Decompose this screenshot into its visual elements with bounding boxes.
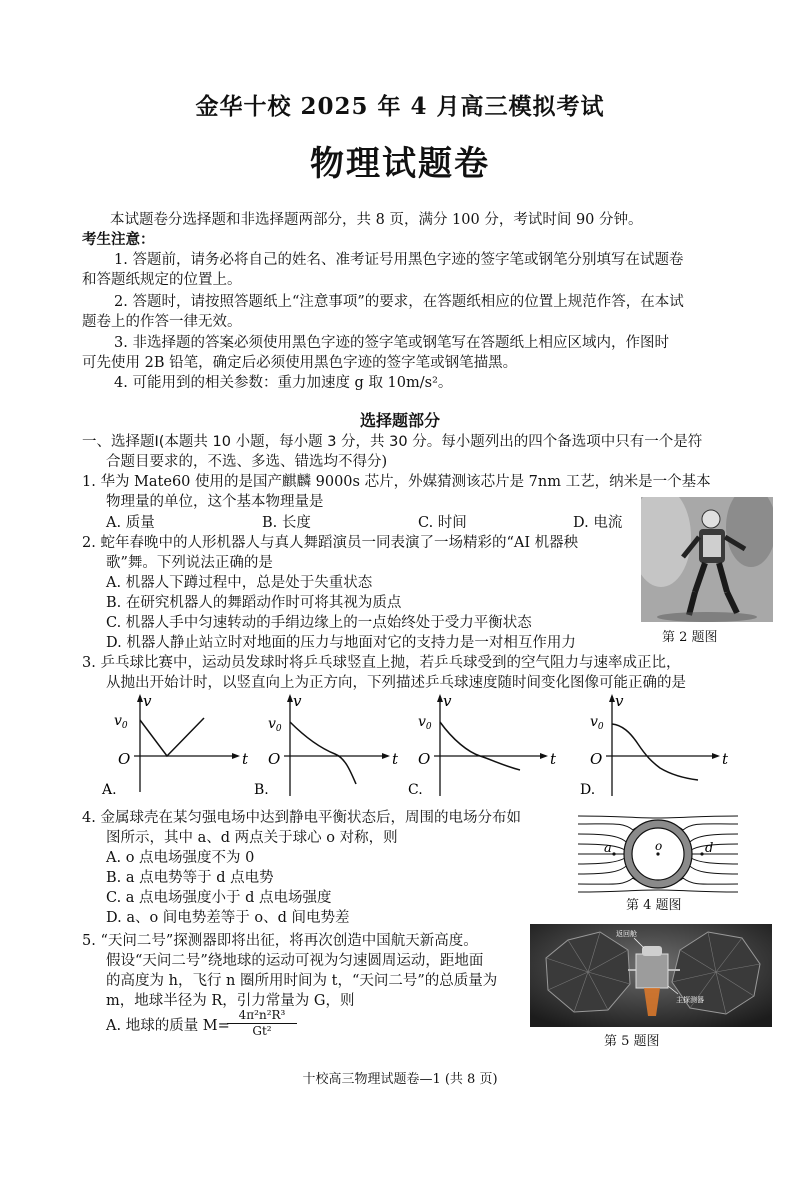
q1-option-c: C. 时间 <box>418 515 467 531</box>
robot-photo <box>641 497 773 622</box>
origin-label: O <box>118 750 131 768</box>
vt-curve <box>612 724 698 780</box>
origin-label: O <box>590 750 603 768</box>
origin-label: O <box>268 750 281 768</box>
notice-2-line2: 题卷上的作答一律无效。 <box>82 314 242 330</box>
option-label: B. <box>254 782 269 798</box>
paper-title: 物理试题卷 <box>310 144 490 184</box>
label-main-probe: 主探测器 <box>676 996 704 1004</box>
v0-label: $v_0$ <box>114 713 128 731</box>
t-axis-arrow-icon <box>540 753 548 759</box>
q2-option-b: B. 在研究机器人的舞蹈动作时可将其视为质点 <box>106 595 402 611</box>
q4-option-b: B. a 点电势等于 d 点电势 <box>106 870 274 886</box>
q5-figure-caption: 第 5 题图 <box>604 1034 660 1049</box>
q3-graph-a <box>100 692 260 802</box>
q3-stem-line1: 3. 乒乓球比赛中，运动员发球时将乒乓球竖直上抛，若乒乓球受到的空气阻力与速率成正比， <box>82 655 681 671</box>
t-label: t <box>722 750 729 768</box>
vt-curve <box>440 722 520 770</box>
formula-numerator: 4π²n²R³ <box>227 1008 297 1024</box>
q5-stem-line4: m，地球半径为 R，引力常量为 G，则 <box>106 993 355 1009</box>
notice-3-line1: 3. 非选择题的答案必须使用黑色字迹的签字笔或钢笔写在答题纸上相应区域内，作图时 <box>114 335 669 351</box>
q2-option-c: C. 机器人手中匀速转动的手绢边缘上的一点始终处于受力平衡状态 <box>106 615 532 631</box>
page-footer: 十校高三物理试题卷—1 (共 8 页) <box>302 1072 498 1087</box>
q4-stem-line2: 图所示，其中 a、d 两点关于球心 o 对称，则 <box>106 830 398 846</box>
exam-title: 金华十校 2025 年 4 月高三模拟考试 <box>195 93 605 120</box>
t-axis-arrow-icon <box>232 753 240 759</box>
t-axis-arrow-icon <box>712 753 720 759</box>
t-label: t <box>242 750 249 768</box>
robot-figure-icon <box>641 497 773 622</box>
q2-option-d: D. 机器人静止站立时对地面的压力与地面对它的支持力是一对相互作用力 <box>106 635 576 651</box>
q4-stem-line1: 4. 金属球壳在某匀强电场中达到静电平衡状态后，周围的电场分布如 <box>82 810 521 826</box>
q4-figure-caption: 第 4 题图 <box>626 898 682 913</box>
option-label: D. <box>580 782 596 798</box>
v0-label: $v_0$ <box>418 714 432 732</box>
q3-graph-b <box>250 692 410 802</box>
q2-option-a: A. 机器人下蹲过程中，总是处于失重状态 <box>106 575 373 591</box>
q4-option-c: C. a 点电场强度小于 d 点电场强度 <box>106 890 332 906</box>
intro-text: 本试题卷分选择题和非选择题两部分，共 8 页，满分 100 分，考试时间 90 分钟。 <box>110 212 643 228</box>
notice-heading: 考生注意： <box>82 232 155 248</box>
t-axis-arrow-icon <box>382 753 390 759</box>
vt-curve <box>290 722 356 784</box>
part1-desc-line1: 一、选择题Ⅰ(本题共 10 小题，每小题 3 分，共 30 分。每小题列出的四个备选项中只有一个是符 <box>82 434 703 450</box>
vt-curve <box>140 718 204 756</box>
label-o: o <box>655 839 663 853</box>
q1-option-b: B. 长度 <box>262 515 311 531</box>
q1-option-d: D. 电流 <box>573 515 623 531</box>
part1-desc-line2: 合题目要求的，不选、多选、错选均不得分) <box>106 454 388 470</box>
origin-label: O <box>418 750 431 768</box>
label-return-capsule: 返回舱 <box>616 930 637 938</box>
notice-3-line2: 可先使用 2B 铅笔，确定后必须使用黑色字迹的签字笔或钢笔描黑。 <box>82 355 518 371</box>
formula-denominator: Gt² <box>252 1024 272 1038</box>
q5-option-a-formula <box>227 1008 297 1039</box>
q3-graph-c <box>408 692 568 802</box>
v0-label: $v_0$ <box>268 716 282 734</box>
point-d <box>700 852 703 855</box>
t-label: t <box>550 750 557 768</box>
q2-figure-caption: 第 2 题图 <box>662 630 718 645</box>
point-a <box>612 852 615 855</box>
notice-2-line1: 2. 答题时，请按照答题纸上“注意事项”的要求，在答题纸相应的位置上规范作答，在本试 <box>114 294 684 310</box>
v-label: v <box>615 692 624 710</box>
notice-4: 4. 可能用到的相关参数：重力加速度 g 取 10m/s²。 <box>114 375 453 391</box>
q5-stem-line1: 5. “天问二号”探测器即将出征，将再次创造中国航天新高度。 <box>82 933 478 949</box>
q2-stem-line2: 歌”舞。下列说法正确的是 <box>106 555 273 571</box>
v-label: v <box>443 692 452 710</box>
q3-stem-line2: 从抛出开始计时，以竖直向上为正方向，下列描述乒乓球速度随时间变化图像可能正确的是 <box>106 675 686 691</box>
option-label: C. <box>408 782 423 798</box>
v0-label: $v_0$ <box>590 714 604 732</box>
notice-1-line1: 1. 答题前，请务必将自己的姓名、准考证号用黑色字迹的签字笔或钢笔分别填写在试题卷 <box>114 252 684 268</box>
section-title: 选择题部分 <box>359 411 440 430</box>
spacecraft-image <box>530 924 772 1027</box>
spacecraft-icon <box>530 924 772 1027</box>
electric-field-diagram <box>578 812 738 896</box>
notice-1-line2: 和答题纸规定的位置上。 <box>82 272 242 288</box>
q5-stem-line3: 的高度为 h，飞行 n 圈所用时间为 t，“天问二号”的总质量为 <box>106 973 498 989</box>
option-label: A. <box>102 782 117 798</box>
v-label: v <box>143 692 152 710</box>
label-a: a <box>604 841 612 856</box>
q1-stem-line2: 物理量的单位，这个基本物理量是 <box>106 494 324 510</box>
q2-stem-line1: 2. 蛇年春晚中的人形机器人与真人舞蹈演员一同表演了一场精彩的“AI 机器秧 <box>82 535 579 551</box>
q5-stem-line2: 假设“天问二号”绕地球的运动可视为匀速圆周运动，距地面 <box>106 953 484 969</box>
label-d: d <box>705 841 714 856</box>
q1-stem-line1: 1. 华为 Mate60 使用的是国产麒麟 9000s 芯片，外媒猜测该芯片是 7nm 工艺，纳米是一个基本 <box>82 474 711 490</box>
q1-option-a: A. 质量 <box>106 515 155 531</box>
t-label: t <box>392 750 399 768</box>
q3-graph-d <box>580 692 740 802</box>
v-label: v <box>293 692 302 710</box>
q4-option-d: D. a、o 间电势差等于 o、d 间电势差 <box>106 910 350 926</box>
q4-option-a: A. o 点电场强度不为 0 <box>106 850 255 866</box>
q5-option-a-prefix: A. 地球的质量 M= <box>106 1018 230 1034</box>
